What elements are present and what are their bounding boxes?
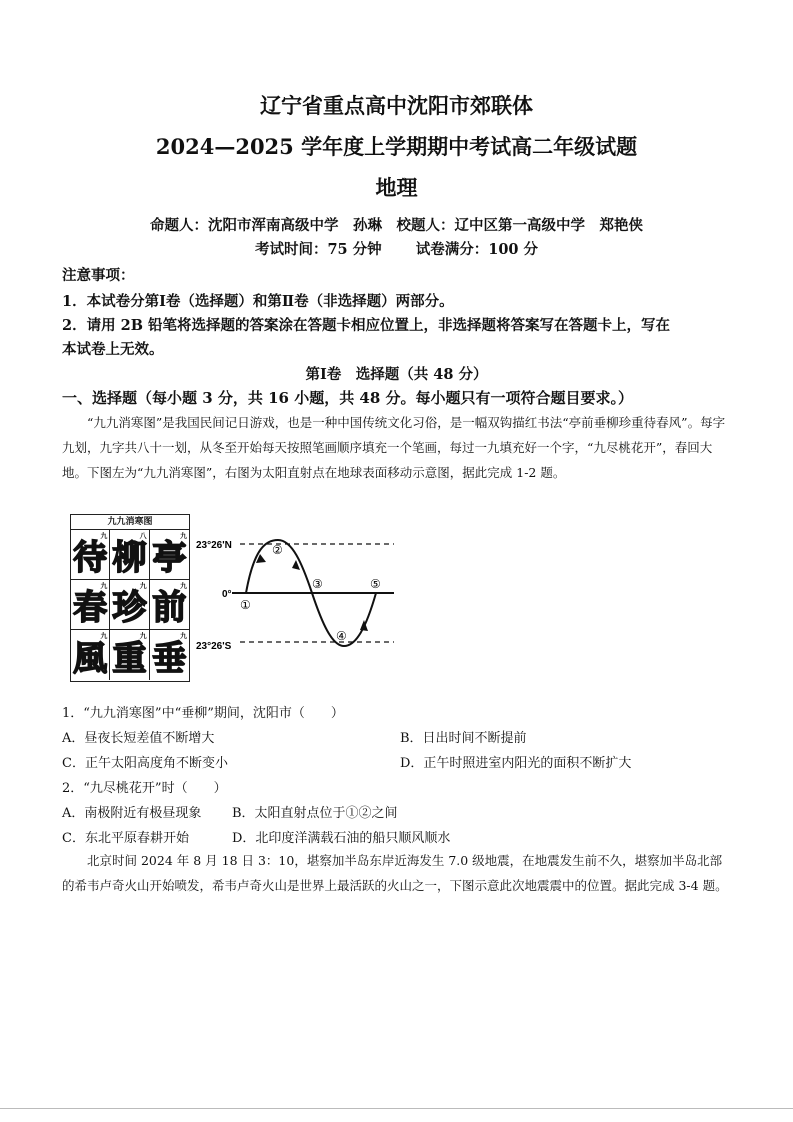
cell-stroke-count: 九 <box>179 581 187 590</box>
jiujiu-grid <box>70 514 190 682</box>
authors-line: 命题人：沈阳市浑南高级中学 孙琳 校题人：辽中区第一高级中学 郑艳侠 <box>150 217 643 234</box>
grid-cell <box>110 530 149 580</box>
q1-stem: 1．“九九消寒图”中“垂柳”期间，沈阳市（ ） <box>62 706 344 721</box>
note-item-1: 1．本试卷分第Ⅰ卷（选择题）和第Ⅱ卷（非选择题）两部分。 <box>62 293 454 310</box>
volume-heading: 第Ⅰ卷 选择题（共 48 分） <box>305 366 488 383</box>
time-score-line: 考试时间：75 分钟 试卷满分：100 分 <box>254 241 539 258</box>
part-heading: 一、选择题（每小题 3 分，共 16 小题，共 48 分。每小题只有一项符合题目要求。） <box>62 389 634 407</box>
note-item-2-cont: 本试卷上无效。 <box>62 341 164 358</box>
grid-title: 九九消寒图 <box>71 515 189 530</box>
grid-cell <box>110 630 149 680</box>
cell-stroke-count: 八 <box>139 531 147 540</box>
cell-character: 風 <box>73 638 108 679</box>
passage-2: 北京时间 2024 年 8 月 18 日 3：10，堪察加半岛东岸近海发生 7.0 级地震，在地震发生前不久，堪察加半岛北部的希韦卢奇火山开始喷发，希韦卢奇火山是世界上最活跃的火山之一，下图示意此次地震震中的位置。据此完成 3-4 题。 <box>62 853 728 893</box>
title-subject: 地理 <box>375 175 418 200</box>
grid-cell <box>150 630 189 680</box>
point-2: ② <box>272 543 283 557</box>
note-item-2: 2．请用 2B 铅笔将选择题的答案涂在答题卡相应位置上，非选择题将答案写在答题卡上，写在 <box>62 317 671 334</box>
label-south: 23°26'S <box>196 641 232 652</box>
cell-character: 前 <box>152 588 187 628</box>
title-school: 辽宁省重点高中沈阳市郊联体 <box>260 93 533 118</box>
label-equator: 0° <box>222 589 232 600</box>
q1-option-b: B．日出时间不断提前 <box>400 731 527 746</box>
label-north: 23°26'N <box>196 540 232 551</box>
cell-stroke-count: 九 <box>179 631 187 640</box>
grid-cell <box>71 530 110 580</box>
cell-character: 待 <box>73 538 108 578</box>
cell-character: 重 <box>112 638 147 679</box>
q2-option-c: C．东北平原春耕开始 <box>62 831 189 846</box>
cell-stroke-count: 九 <box>139 631 147 640</box>
page-bottom-rule <box>0 1108 793 1109</box>
cell-character: 亭 <box>152 538 187 578</box>
point-3: ③ <box>312 577 323 591</box>
cell-stroke-count: 九 <box>100 631 108 640</box>
cell-stroke-count: 九 <box>139 581 147 590</box>
grid-cell <box>150 530 189 580</box>
grid-cell <box>71 630 110 680</box>
q2-option-a: A．南极附近有极昼现象 <box>62 806 202 821</box>
cell-stroke-count: 九 <box>100 581 108 590</box>
cell-character: 春 <box>73 588 108 628</box>
q1-option-c: C．正午太阳高度角不断变小 <box>62 756 228 771</box>
grid-cell <box>110 580 149 630</box>
q1-option-d: D．正午时照进室内阳光的面积不断扩大 <box>400 756 632 771</box>
point-4: ④ <box>336 629 347 643</box>
q2-option-b: B．太阳直射点位于①②之间 <box>232 806 398 821</box>
cell-character: 珍 <box>112 588 147 628</box>
passage-1: “九九消寒图”是我国民间记日游戏，也是一种中国传统文化习俗，是一幅双钩描红书法“亭前垂柳珍重待春风”。每字九划，九字共八十一划，从冬至开始每天按照笔画顺序填充一个笔画，每过一九填充好一个字，“九尽桃花开”，春回大地。下图左为“九九消寒图”，右图为太阳直射点在地球表面移动示意图，据此完成 1-2 题。 <box>62 415 726 480</box>
notes-heading: 注意事项： <box>62 267 135 284</box>
cell-stroke-count: 九 <box>100 531 108 540</box>
title-exam: 2024—2025 学年度上学期期中考试高二年级试题 <box>155 134 638 159</box>
q2-stem: 2．“九尽桃花开”时（ ） <box>62 781 227 796</box>
point-1: ① <box>240 598 251 612</box>
grid-cell <box>71 580 110 630</box>
q2-option-d: D．北印度洋满载石油的船只顺风顺水 <box>232 831 451 846</box>
sun-direct-point-diagram <box>196 518 396 668</box>
q1-option-a: A．昼夜长短差值不断增大 <box>62 731 215 746</box>
cell-character: 柳 <box>112 538 147 578</box>
grid-cell <box>150 580 189 630</box>
cell-stroke-count: 九 <box>179 531 187 540</box>
cell-character: 垂 <box>152 638 187 679</box>
point-5: ⑤ <box>370 577 381 591</box>
grid-cells <box>71 530 189 680</box>
